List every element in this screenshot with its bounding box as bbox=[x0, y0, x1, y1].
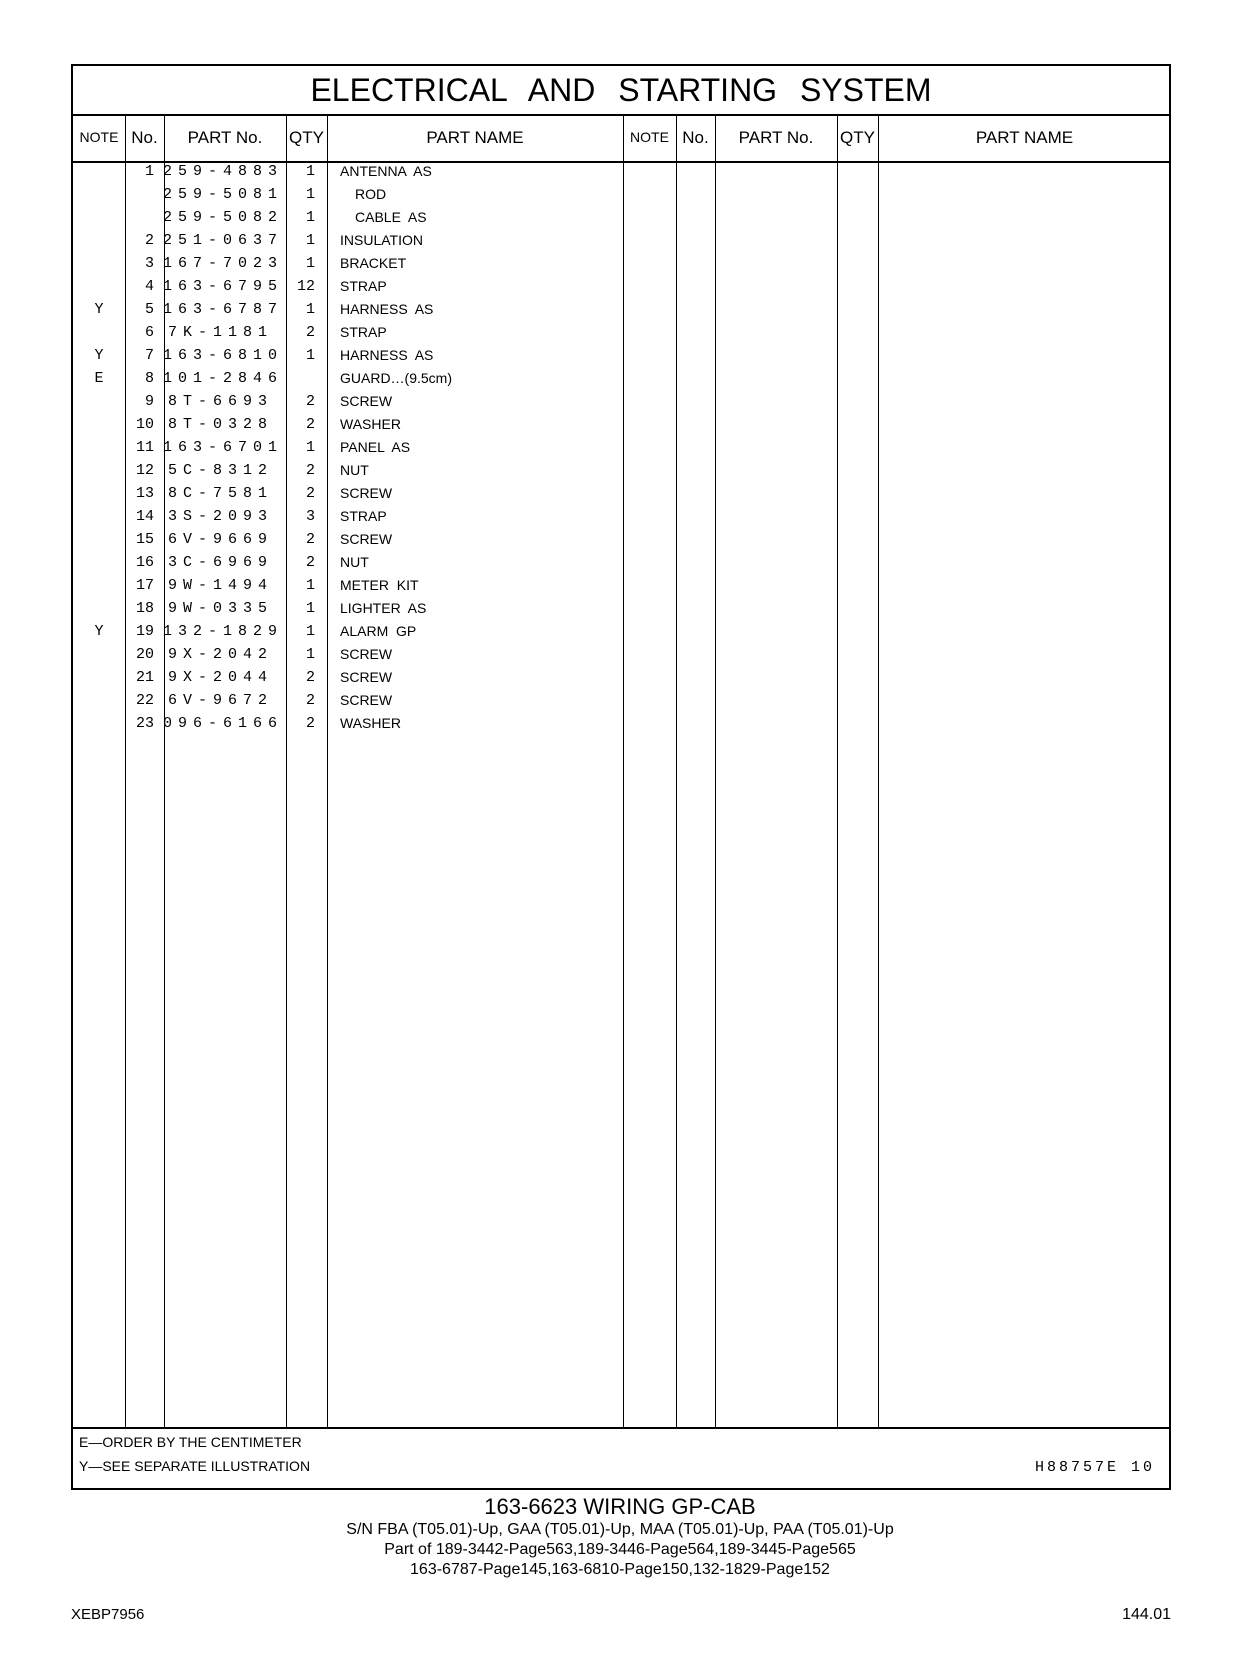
header-note: NOTE bbox=[79, 129, 119, 145]
table-row bbox=[73, 620, 1169, 643]
table-row bbox=[73, 183, 1169, 206]
table-row bbox=[73, 413, 1169, 436]
item-number-cell: 20 bbox=[135, 646, 154, 663]
header-part-no: PART No. bbox=[187, 128, 263, 147]
quantity-cell: 2 bbox=[305, 692, 315, 709]
part-name-cell: HARNESS AS bbox=[340, 301, 434, 317]
item-number-cell: 12 bbox=[135, 462, 154, 479]
table-row bbox=[73, 436, 1169, 459]
header-qty: QTY bbox=[289, 128, 324, 147]
quantity-cell: 2 bbox=[305, 554, 315, 571]
part-number-cell: 132-1829 bbox=[163, 623, 284, 640]
table-row bbox=[73, 298, 1169, 321]
part-number-cell: 5C-8312 bbox=[167, 462, 273, 479]
item-number-cell: 14 bbox=[135, 508, 154, 525]
part-number-cell: 259-5082 bbox=[163, 209, 284, 226]
item-number-cell: 11 bbox=[135, 439, 154, 456]
part-name-cell: LIGHTER AS bbox=[340, 600, 427, 616]
note-cell: Y bbox=[94, 623, 104, 640]
header-part-name: PART NAME bbox=[426, 128, 524, 147]
item-number-cell: 9 bbox=[144, 393, 154, 410]
column-header-row bbox=[73, 114, 1169, 163]
quantity-cell: 2 bbox=[305, 393, 315, 410]
table-row bbox=[73, 252, 1169, 275]
quantity-cell: 2 bbox=[305, 531, 315, 548]
item-number-cell: 17 bbox=[135, 577, 154, 594]
table-row bbox=[73, 551, 1169, 574]
item-number-cell: 3 bbox=[144, 255, 154, 272]
part-number-cell: 6V-9672 bbox=[167, 692, 273, 709]
part-name-cell: METER KIT bbox=[340, 577, 419, 593]
item-number-cell: 18 bbox=[135, 600, 154, 617]
part-name-cell: CABLE AS bbox=[355, 209, 427, 225]
part-name-cell: SCREW bbox=[340, 393, 393, 409]
part-number-cell: 9W-0335 bbox=[167, 600, 273, 617]
part-name-cell: STRAP bbox=[340, 278, 387, 294]
part-name-cell: ROD bbox=[355, 186, 387, 202]
part-name-cell: INSULATION bbox=[340, 232, 423, 248]
part-number-cell: 3S-2093 bbox=[167, 508, 273, 525]
part-number-cell: 163-6701 bbox=[163, 439, 284, 456]
quantity-cell: 2 bbox=[305, 462, 315, 479]
quantity-cell: 1 bbox=[305, 255, 315, 272]
table-row bbox=[73, 275, 1169, 298]
table-row bbox=[73, 482, 1169, 505]
part-name-cell: HARNESS AS bbox=[340, 347, 434, 363]
table-row bbox=[73, 160, 1169, 183]
part-number-cell: 167-7023 bbox=[163, 255, 284, 272]
part-name-cell: SCREW bbox=[340, 692, 393, 708]
item-number-cell: 15 bbox=[135, 531, 154, 548]
part-name-cell: SCREW bbox=[340, 646, 393, 662]
part-number-cell: 8T-6693 bbox=[167, 393, 273, 410]
item-number-cell: 1 bbox=[144, 163, 154, 180]
legend-y: Y—SEE SEPARATE ILLUSTRATION bbox=[79, 1458, 311, 1474]
header-part-name-2: PART NAME bbox=[975, 128, 1074, 147]
quantity-cell: 1 bbox=[305, 301, 315, 318]
item-number-cell: 4 bbox=[144, 278, 154, 295]
part-number-cell: 101-2846 bbox=[163, 370, 284, 387]
table-row bbox=[73, 344, 1169, 367]
footer-divider bbox=[73, 1427, 1169, 1429]
part-number-cell: 6V-9669 bbox=[167, 531, 273, 548]
part-number-cell: 3C-6969 bbox=[167, 554, 273, 571]
part-name-cell: ANTENNA AS bbox=[340, 163, 432, 179]
part-number-cell: 251-0637 bbox=[163, 232, 284, 249]
quantity-cell: 2 bbox=[305, 669, 315, 686]
serial-range: S/N FBA (T05.01)-Up, GAA (T05.01)-Up, MAA (T05.01)-Up, PAA (T05.01)-Up bbox=[346, 1521, 894, 1538]
illustration-ref-code: H88757E 10 bbox=[1034, 1459, 1155, 1476]
quantity-cell: 3 bbox=[305, 508, 315, 525]
part-number-cell: 163-6795 bbox=[163, 278, 284, 295]
item-number-cell: 2 bbox=[144, 232, 154, 249]
parts-table-frame bbox=[71, 64, 1171, 1490]
item-number-cell: 23 bbox=[135, 715, 154, 732]
part-name-cell: PANEL AS bbox=[340, 439, 411, 455]
header-qty-2: QTY bbox=[840, 128, 875, 147]
quantity-cell: 2 bbox=[305, 324, 315, 341]
page-title: ELECTRICAL AND STARTING SYSTEM bbox=[73, 66, 1169, 116]
part-of-line-1: Part of 189-3442-Page563,189-3446-Page564,189-3445-Page565 bbox=[384, 1541, 856, 1558]
part-number-cell: 096-6166 bbox=[163, 715, 284, 732]
table-row bbox=[73, 505, 1169, 528]
item-number-cell: 8 bbox=[144, 370, 154, 387]
part-number-cell: 163-6810 bbox=[163, 347, 284, 364]
part-number-cell: 9W-1494 bbox=[167, 577, 273, 594]
quantity-cell: 1 bbox=[305, 577, 315, 594]
table-row bbox=[73, 597, 1169, 620]
document-id: XEBP7956 bbox=[71, 1606, 145, 1623]
part-name-cell: GUARD…(9.5cm) bbox=[340, 370, 453, 386]
part-name-cell: BRACKET bbox=[340, 255, 407, 271]
part-name-cell: SCREW bbox=[340, 485, 393, 501]
legend-e: E—ORDER BY THE CENTIMETER bbox=[79, 1434, 302, 1450]
table-row bbox=[73, 574, 1169, 597]
assembly-title: 163-6623 WIRING GP-CAB bbox=[484, 1494, 756, 1519]
part-of-line-2: 163-6787-Page145,163-6810-Page150,132-1829-Page152 bbox=[410, 1561, 830, 1578]
item-number-cell: 6 bbox=[144, 324, 154, 341]
note-cell: E bbox=[94, 370, 104, 387]
quantity-cell: 1 bbox=[305, 163, 315, 180]
part-name-cell: SCREW bbox=[340, 669, 393, 685]
header-part-no-2: PART No. bbox=[738, 128, 814, 147]
item-number-cell: 16 bbox=[135, 554, 154, 571]
quantity-cell: 1 bbox=[305, 232, 315, 249]
table-row bbox=[73, 459, 1169, 482]
part-number-cell: 259-5081 bbox=[163, 186, 284, 203]
table-row bbox=[73, 390, 1169, 413]
table-row bbox=[73, 206, 1169, 229]
item-number-cell: 7 bbox=[144, 347, 154, 364]
part-name-cell: WASHER bbox=[340, 416, 401, 432]
quantity-cell: 1 bbox=[305, 439, 315, 456]
page-number: 144.01 bbox=[1122, 1606, 1171, 1623]
quantity-cell: 1 bbox=[305, 600, 315, 617]
part-number-cell: 163-6787 bbox=[163, 301, 284, 318]
table-row bbox=[73, 528, 1169, 551]
table-row bbox=[73, 666, 1169, 689]
part-number-cell: 9X-2042 bbox=[167, 646, 273, 663]
part-number-cell: 8C-7581 bbox=[167, 485, 273, 502]
header-no: No. bbox=[131, 128, 158, 147]
part-name-cell: STRAP bbox=[340, 324, 387, 340]
part-name-cell: NUT bbox=[340, 462, 369, 478]
quantity-cell: 2 bbox=[305, 715, 315, 732]
quantity-cell: 1 bbox=[305, 186, 315, 203]
note-cell: Y bbox=[94, 347, 104, 364]
quantity-cell: 2 bbox=[305, 416, 315, 433]
part-number-cell: 259-4883 bbox=[163, 163, 284, 180]
table-row bbox=[73, 367, 1169, 390]
part-name-cell: NUT bbox=[340, 554, 369, 570]
quantity-cell: 1 bbox=[305, 623, 315, 640]
quantity-cell: 1 bbox=[305, 646, 315, 663]
item-number-cell: 21 bbox=[135, 669, 154, 686]
part-number-cell: 8T-0328 bbox=[167, 416, 273, 433]
header-note-2: NOTE bbox=[630, 129, 669, 145]
part-name-cell: WASHER bbox=[340, 715, 401, 731]
quantity-cell: 12 bbox=[296, 278, 315, 295]
item-number-cell: 19 bbox=[135, 623, 154, 640]
table-row bbox=[73, 689, 1169, 712]
table-row bbox=[73, 321, 1169, 344]
table-row bbox=[73, 712, 1169, 735]
item-number-cell: 13 bbox=[135, 485, 154, 502]
part-name-cell: STRAP bbox=[340, 508, 387, 524]
part-number-cell: 9X-2044 bbox=[167, 669, 273, 686]
part-name-cell: ALARM GP bbox=[340, 623, 417, 639]
part-name-cell: SCREW bbox=[340, 531, 393, 547]
part-number-cell: 7K-1181 bbox=[167, 324, 273, 341]
item-number-cell: 22 bbox=[135, 692, 154, 709]
quantity-cell: 1 bbox=[305, 347, 315, 364]
table-row bbox=[73, 643, 1169, 666]
table-row bbox=[73, 229, 1169, 252]
quantity-cell: 2 bbox=[305, 485, 315, 502]
item-number-cell: 10 bbox=[135, 416, 154, 433]
item-number-cell: 5 bbox=[144, 301, 154, 318]
note-cell: Y bbox=[94, 301, 104, 318]
header-no-2: No. bbox=[682, 128, 709, 147]
quantity-cell: 1 bbox=[305, 209, 315, 226]
